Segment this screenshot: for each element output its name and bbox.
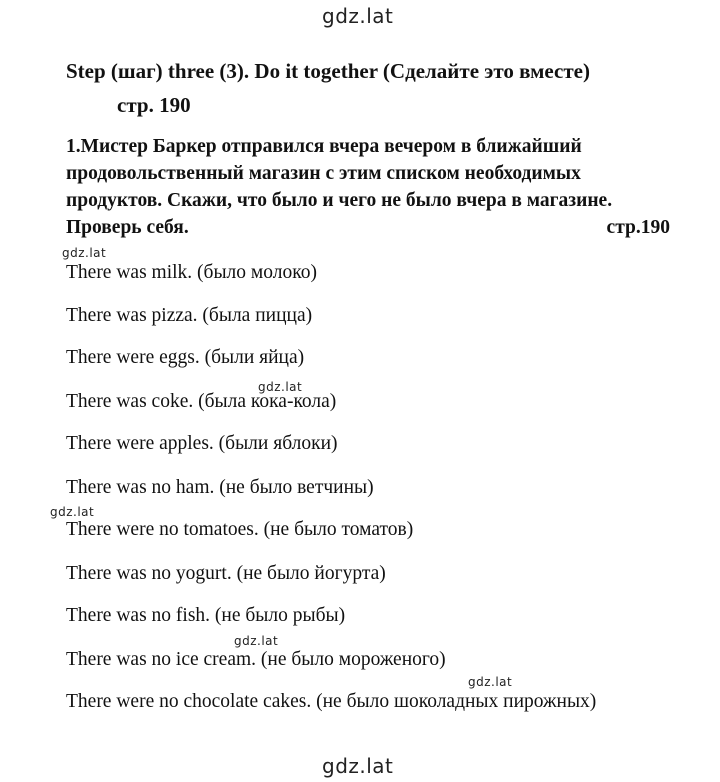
answer-line-11: There were no chocolate cakes. (не было шоколадных пирожных) [66,691,597,712]
answer-line-4: There was coke. (была кока-кола) [66,391,337,412]
watermark-small-2: gdz.lat [258,380,303,394]
task-check-line [66,215,670,242]
task-line-2: продовольственный магазин с этим списком необходимых [66,163,581,184]
watermark-small-1: gdz.lat [62,246,107,260]
answer-line-6: There was no ham. (не было ветчины) [66,477,374,498]
watermark-bottom: gdz.lat [322,754,394,778]
task-line-3: продуктов. Скажи, что было и чего не было вчера в магазине. [66,190,613,211]
check-yourself-label: Проверь себя. [66,217,189,238]
answer-line-9: There was no fish. (не было рыбы) [66,605,346,626]
task-page-ref: стр.190 [606,217,670,238]
watermark-small-3: gdz.lat [50,505,95,519]
answer-line-5: There were apples. (были яблоки) [66,433,338,454]
answer-line-1: There was milk. (было молоко) [66,262,317,283]
section-heading: Step (шаг) three (3). Do it together (Сделайте это вместе) [66,59,590,83]
watermark-small-4: gdz.lat [234,634,279,648]
answer-line-8: There was no yogurt. (не было йогурта) [66,563,386,584]
watermark-top: gdz.lat [322,4,394,28]
answer-line-2: There was pizza. (была пицца) [66,305,313,326]
watermark-small-5: gdz.lat [468,675,513,689]
answer-line-10: There was no ice cream. (не было мороженого) [66,649,446,670]
answer-line-3: There were eggs. (были яйца) [66,347,305,368]
task-line-1: 1.Мистер Баркер отправился вчера вечером в ближайший [66,136,582,157]
section-page: стр. 190 [117,93,191,117]
answer-line-7: There were no tomatoes. (не было томатов) [66,519,414,540]
